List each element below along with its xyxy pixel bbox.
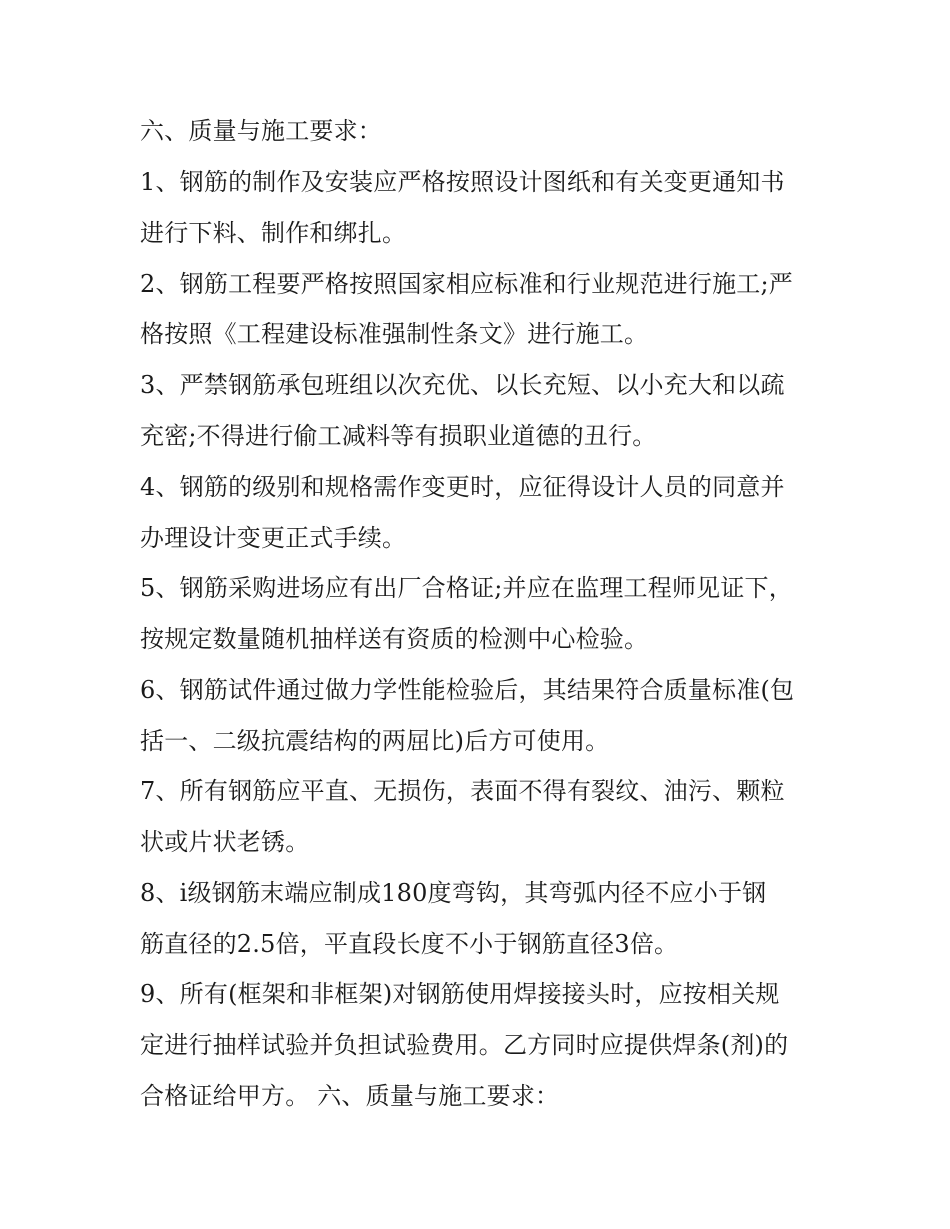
- text-line: 充密;不得进行偷工减料等有损职业道德的丑行。: [140, 422, 657, 450]
- text-line: 办理设计变更正式手续。: [140, 524, 407, 552]
- text-line: 进行下料、制作和绑扎。: [140, 219, 407, 247]
- text-line: 括一、二级抗震结构的两屈比)后方可使用。: [140, 727, 610, 755]
- text-line: 7、所有钢筋应平直、无损伤，表面不得有裂纹、油污、颗粒: [140, 777, 785, 805]
- text-line: 6、钢筋试件通过做力学性能检验后，其结果符合质量标准(包: [140, 676, 795, 704]
- text-line: 1、钢筋的制作及安装应严格按照设计图纸和有关变更通知书: [140, 168, 785, 196]
- text-line: 格按照《工程建设标准强制性条文》进行施工。: [140, 320, 649, 348]
- section-heading: 六、质量与施工要求：: [140, 117, 382, 145]
- text-line: 3、严禁钢筋承包班组以次充优、以长充短、以小充大和以疏: [140, 371, 785, 399]
- text-line: 定进行抽样试验并负担试验费用。乙方同时应提供焊条(剂)的: [140, 1031, 789, 1059]
- text-line: 状或片状老锈。: [140, 828, 310, 856]
- text-line: 4、钢筋的级别和规格需作变更时，应征得设计人员的同意并: [140, 473, 785, 501]
- text-line: 2、钢筋工程要严格按照国家相应标准和行业规范进行施工;严: [140, 270, 793, 298]
- text-line: 9、所有(框架和非框架)对钢筋使用焊接接头时，应按相关规: [140, 980, 780, 1008]
- text-line: 8、ⅰ级钢筋末端应制成180度弯钩，其弯弧内径不应小于钢: [140, 879, 767, 907]
- text-line: 合格证给甲方。 六、质量与施工要求：: [140, 1082, 560, 1110]
- text-line: 筋直径的2.5倍，平直段长度不小于钢筋直径3倍。: [140, 930, 679, 958]
- text-line: 5、钢筋采购进场应有出厂合格证;并应在监理工程师见证下，: [140, 574, 793, 602]
- text-line: 按规定数量随机抽样送有资质的检测中心检验。: [140, 625, 649, 653]
